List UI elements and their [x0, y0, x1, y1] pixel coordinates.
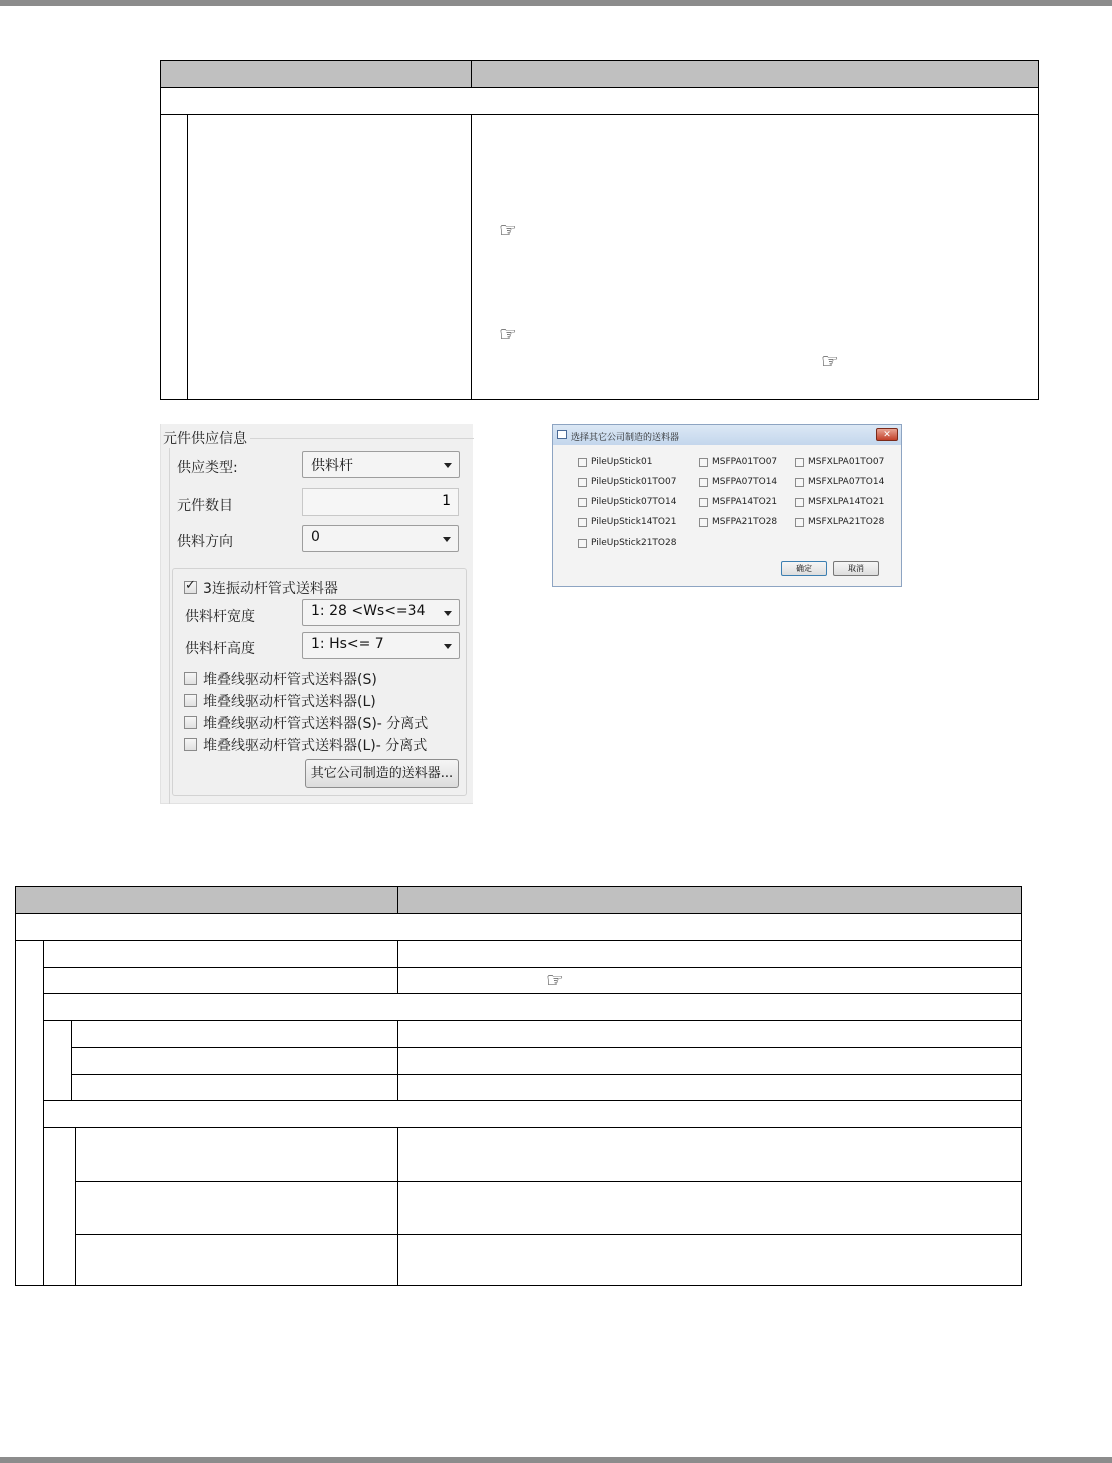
chevron-down-icon [444, 644, 452, 649]
dialog-title: 选择其它公司制造的送料器 [571, 433, 680, 443]
top-table-header-col1 [161, 61, 472, 88]
table-row [72, 1075, 398, 1101]
table-row [398, 1128, 1022, 1182]
option-checkbox[interactable] [184, 694, 197, 707]
bottom-table-section-row [16, 914, 1022, 941]
feeder-option: PileUpStick01TO07 [591, 477, 677, 487]
table-row [398, 1021, 1022, 1048]
stick-width-select[interactable] [302, 599, 460, 626]
stick-height-value: 1: Hs<= 7 [311, 636, 384, 652]
other-feeders-button[interactable]: 其它公司制造的送料器... [305, 759, 459, 788]
stick-width-label: 供料杆宽度 [185, 609, 255, 625]
top-table-section-row [161, 88, 1039, 115]
feeder-checkbox[interactable] [578, 478, 587, 487]
window-icon [557, 430, 567, 439]
feeder-checkbox[interactable] [795, 518, 804, 527]
table-row [398, 1235, 1022, 1286]
table-row [398, 1182, 1022, 1235]
feeder-checkbox[interactable] [795, 478, 804, 487]
feeder-option: PileUpStick01 [591, 457, 653, 467]
cancel-button[interactable]: 取消 [833, 561, 879, 576]
group-title: 元件供应信息 [163, 428, 250, 448]
stick-height-select[interactable] [302, 632, 460, 659]
feeder-checkbox[interactable] [578, 458, 587, 467]
pointing-hand-icon: ☞ [821, 349, 839, 373]
table-row [44, 968, 398, 994]
feeder-option: MSFPA01TO07 [712, 457, 778, 467]
feeder-option: MSFXLPA14TO21 [808, 497, 885, 507]
close-button[interactable]: ✕ [876, 428, 898, 441]
top-table-item-cell [188, 115, 472, 400]
other-feeder-dialog [552, 424, 902, 587]
option-label: 堆叠线驱动杆管式送料器(L) [203, 694, 376, 710]
feeder-option: PileUpStick14TO21 [591, 517, 677, 527]
bottom-table [15, 886, 1022, 1286]
option-checkbox[interactable] [184, 672, 197, 685]
feed-direction-label: 供料方向 [177, 534, 233, 550]
chevron-down-icon [444, 463, 452, 468]
feeder-checkbox[interactable] [699, 458, 708, 467]
feeder-option: MSFXLPA07TO14 [808, 477, 885, 487]
stick-height-label: 供料杆高度 [185, 641, 255, 657]
option-label: 堆叠线驱动杆管式送料器(S) [203, 672, 377, 688]
stick-width-value: 1: 28 <Ws<=34 [311, 603, 426, 619]
top-table-header-col2 [472, 61, 1039, 88]
supply-type-select[interactable] [302, 451, 460, 478]
bottom-table-sub-indent [44, 1021, 72, 1101]
vib-feeder-checkbox[interactable] [184, 581, 197, 594]
table-row [398, 1075, 1022, 1101]
table-row [398, 968, 1022, 994]
table-row [398, 1048, 1022, 1075]
option-checkbox[interactable] [184, 716, 197, 729]
option-label: 堆叠线驱动杆管式送料器(L)- 分离式 [203, 738, 428, 754]
component-count-label: 元件数目 [177, 498, 233, 514]
bottom-table-indent [16, 941, 44, 1286]
table-row [76, 1235, 398, 1286]
bottom-rule [0, 1457, 1112, 1463]
chevron-down-icon [444, 611, 452, 616]
pointing-hand-icon: ☞ [499, 218, 517, 242]
option-label: 堆叠线驱动杆管式送料器(S)- 分离式 [203, 716, 429, 732]
pointing-hand-icon: ☞ [499, 322, 517, 346]
feeder-checkbox[interactable] [578, 518, 587, 527]
feeder-checkbox[interactable] [699, 498, 708, 507]
supply-type-label: 供应类型: [177, 460, 238, 476]
bottom-table-subsection-row [44, 1101, 1022, 1128]
supply-type-value: 供料杆 [311, 458, 353, 474]
feeder-option: MSFXLPA01TO07 [808, 457, 885, 467]
feeder-checkbox[interactable] [795, 458, 804, 467]
vib-feeder-label: 3连振动杆管式送料器 [203, 581, 338, 597]
table-row [398, 941, 1022, 968]
feeder-option: MSFPA07TO14 [712, 477, 778, 487]
bottom-table-sub-indent [44, 1128, 76, 1286]
chevron-down-icon [443, 537, 451, 542]
supply-info-panel [160, 424, 473, 804]
table-row [72, 1048, 398, 1075]
component-count-value: 1 [442, 493, 451, 509]
feeder-checkbox[interactable] [795, 498, 804, 507]
top-rule [0, 0, 1112, 6]
top-table-indent [161, 115, 188, 400]
feeder-option: PileUpStick21TO28 [591, 538, 677, 548]
bottom-table-header-col2 [398, 887, 1022, 914]
feeder-checkbox[interactable] [578, 498, 587, 507]
table-row [76, 1128, 398, 1182]
pointing-hand-icon: ☞ [546, 968, 564, 992]
table-row [44, 941, 398, 968]
table-row [76, 1182, 398, 1235]
top-table [160, 60, 1039, 400]
dialog-titlebar [553, 425, 901, 445]
feeder-option: PileUpStick07TO14 [591, 497, 677, 507]
ok-button[interactable]: 确定 [781, 561, 827, 576]
feeder-option: MSFXLPA21TO28 [808, 517, 885, 527]
bottom-table-header-col1 [16, 887, 398, 914]
feeder-option: MSFPA14TO21 [712, 497, 778, 507]
table-row [72, 1021, 398, 1048]
feeder-checkbox[interactable] [699, 478, 708, 487]
component-count-field[interactable] [302, 488, 459, 516]
option-checkbox[interactable] [184, 738, 197, 751]
feed-direction-select[interactable] [302, 525, 459, 552]
feeder-checkbox[interactable] [578, 539, 587, 548]
feed-direction-value: 0 [311, 529, 320, 545]
top-table-description-cell [472, 115, 1039, 400]
feeder-option: MSFPA21TO28 [712, 517, 778, 527]
bottom-table-subsection-row [44, 994, 1022, 1021]
feeder-checkbox[interactable] [699, 518, 708, 527]
